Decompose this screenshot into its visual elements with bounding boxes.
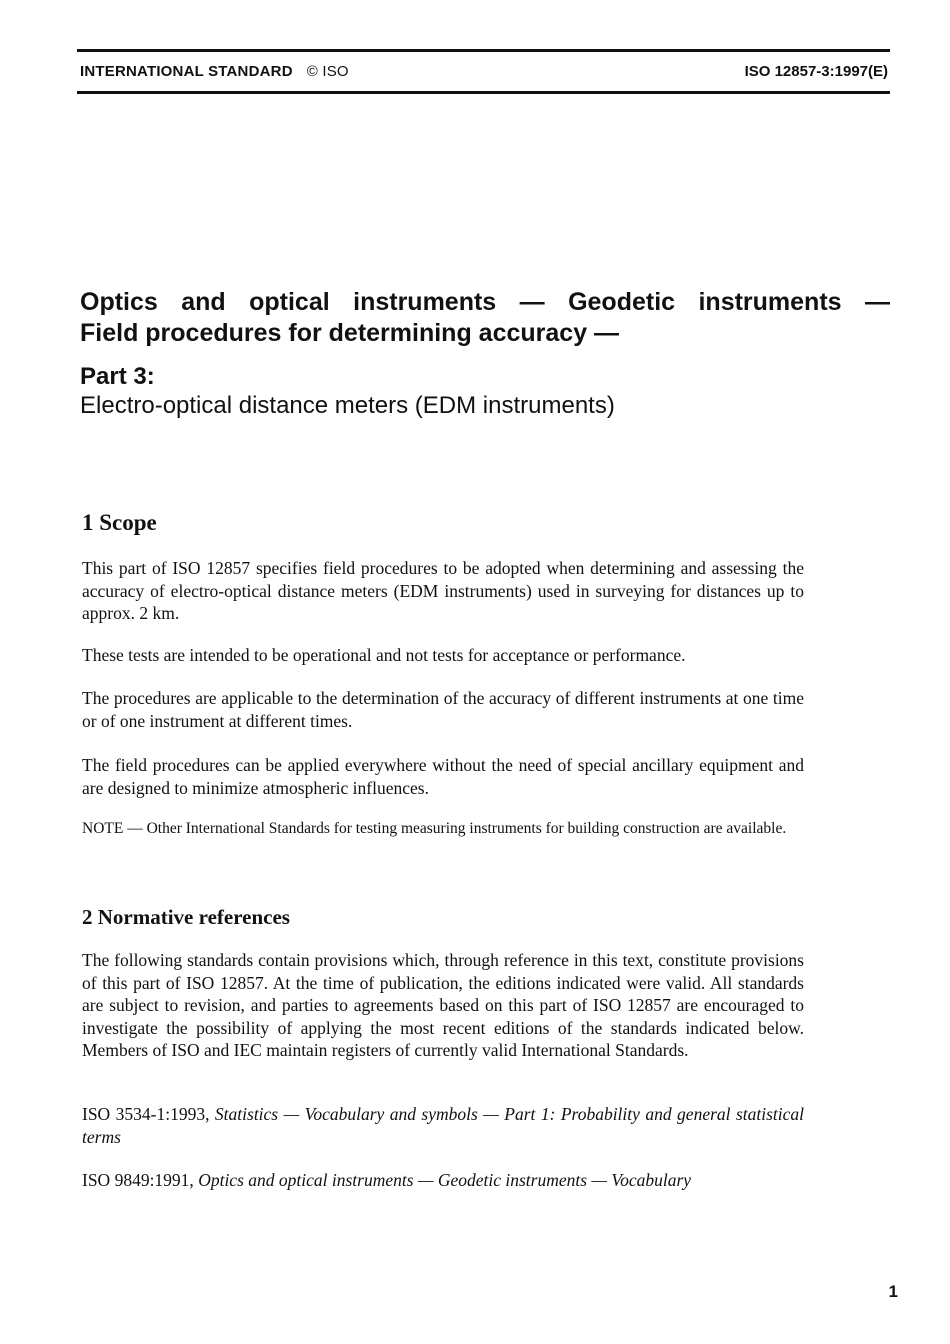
header-standard-label — [80, 63, 349, 80]
scope-note: NOTE — Other International Standards for testing measuring instruments for building construction are available. — [82, 820, 787, 837]
part-subtitle: Electro-optical distance meters (EDM instruments) — [80, 392, 615, 419]
page-number: 1 — [888, 1282, 898, 1301]
section-heading-scope: 1 Scope — [82, 510, 157, 535]
title-line-1: Optics and optical instruments — Geodetic instruments — — [80, 288, 890, 316]
reference-item — [82, 1169, 804, 1192]
scope-paragraph-1: This part of ISO 12857 specifies field procedures to be adopted when determining and assessing the accuracy of electro-optical distance meters (EDM instruments) used in surveying for distances up to approx. 2 km. — [82, 558, 804, 623]
header-top-rule — [77, 49, 890, 52]
header-document-id: ISO 12857-3:1997(E) — [744, 63, 888, 80]
header-copyright: © ISO — [306, 63, 349, 80]
header-label-text: INTERNATIONAL STANDARD — [80, 63, 293, 80]
reference-number: ISO 3534-1:1993, — [82, 1104, 210, 1124]
scope-paragraph-4: The field procedures can be applied everywhere without the need of special ancillary equipment and are designed to minimize atmospheric influences. — [82, 755, 804, 798]
reference-title: Statistics — Vocabulary and symbols — Part 1: Probability and general statistical terms — [82, 1104, 805, 1147]
normative-references-paragraph: The following standards contain provisions which, through reference in this text, constitute provisions of this part of ISO 12857. At the time of publication, the editions indicated were valid. All standards are subject to revision, and parties to agreements based on this part of ISO 12857 are encouraged to investigate the possibility of applying the most recent editions of the standards indicated below. Members of ISO and IEC maintain registers of currently valid International Standards. — [82, 950, 804, 1060]
reference-number: ISO 9849:1991, — [82, 1170, 194, 1190]
document-title — [80, 287, 890, 349]
scope-paragraph-2: These tests are intended to be operational and not tests for acceptance or performance. — [82, 645, 686, 665]
scope-paragraph-3: The procedures are applicable to the determination of the accuracy of different instruments at one time or of one instrument at different times. — [82, 688, 804, 731]
section-heading-normative-references: 2 Normative references — [82, 905, 290, 929]
reference-title: Optics and optical instruments — Geodetic instruments — Vocabulary — [198, 1170, 692, 1190]
title-line-2: Field procedures for determining accuracy — — [80, 319, 620, 347]
part-label: Part 3: — [80, 363, 155, 390]
reference-item — [82, 1103, 804, 1148]
header-bottom-rule — [77, 91, 890, 94]
